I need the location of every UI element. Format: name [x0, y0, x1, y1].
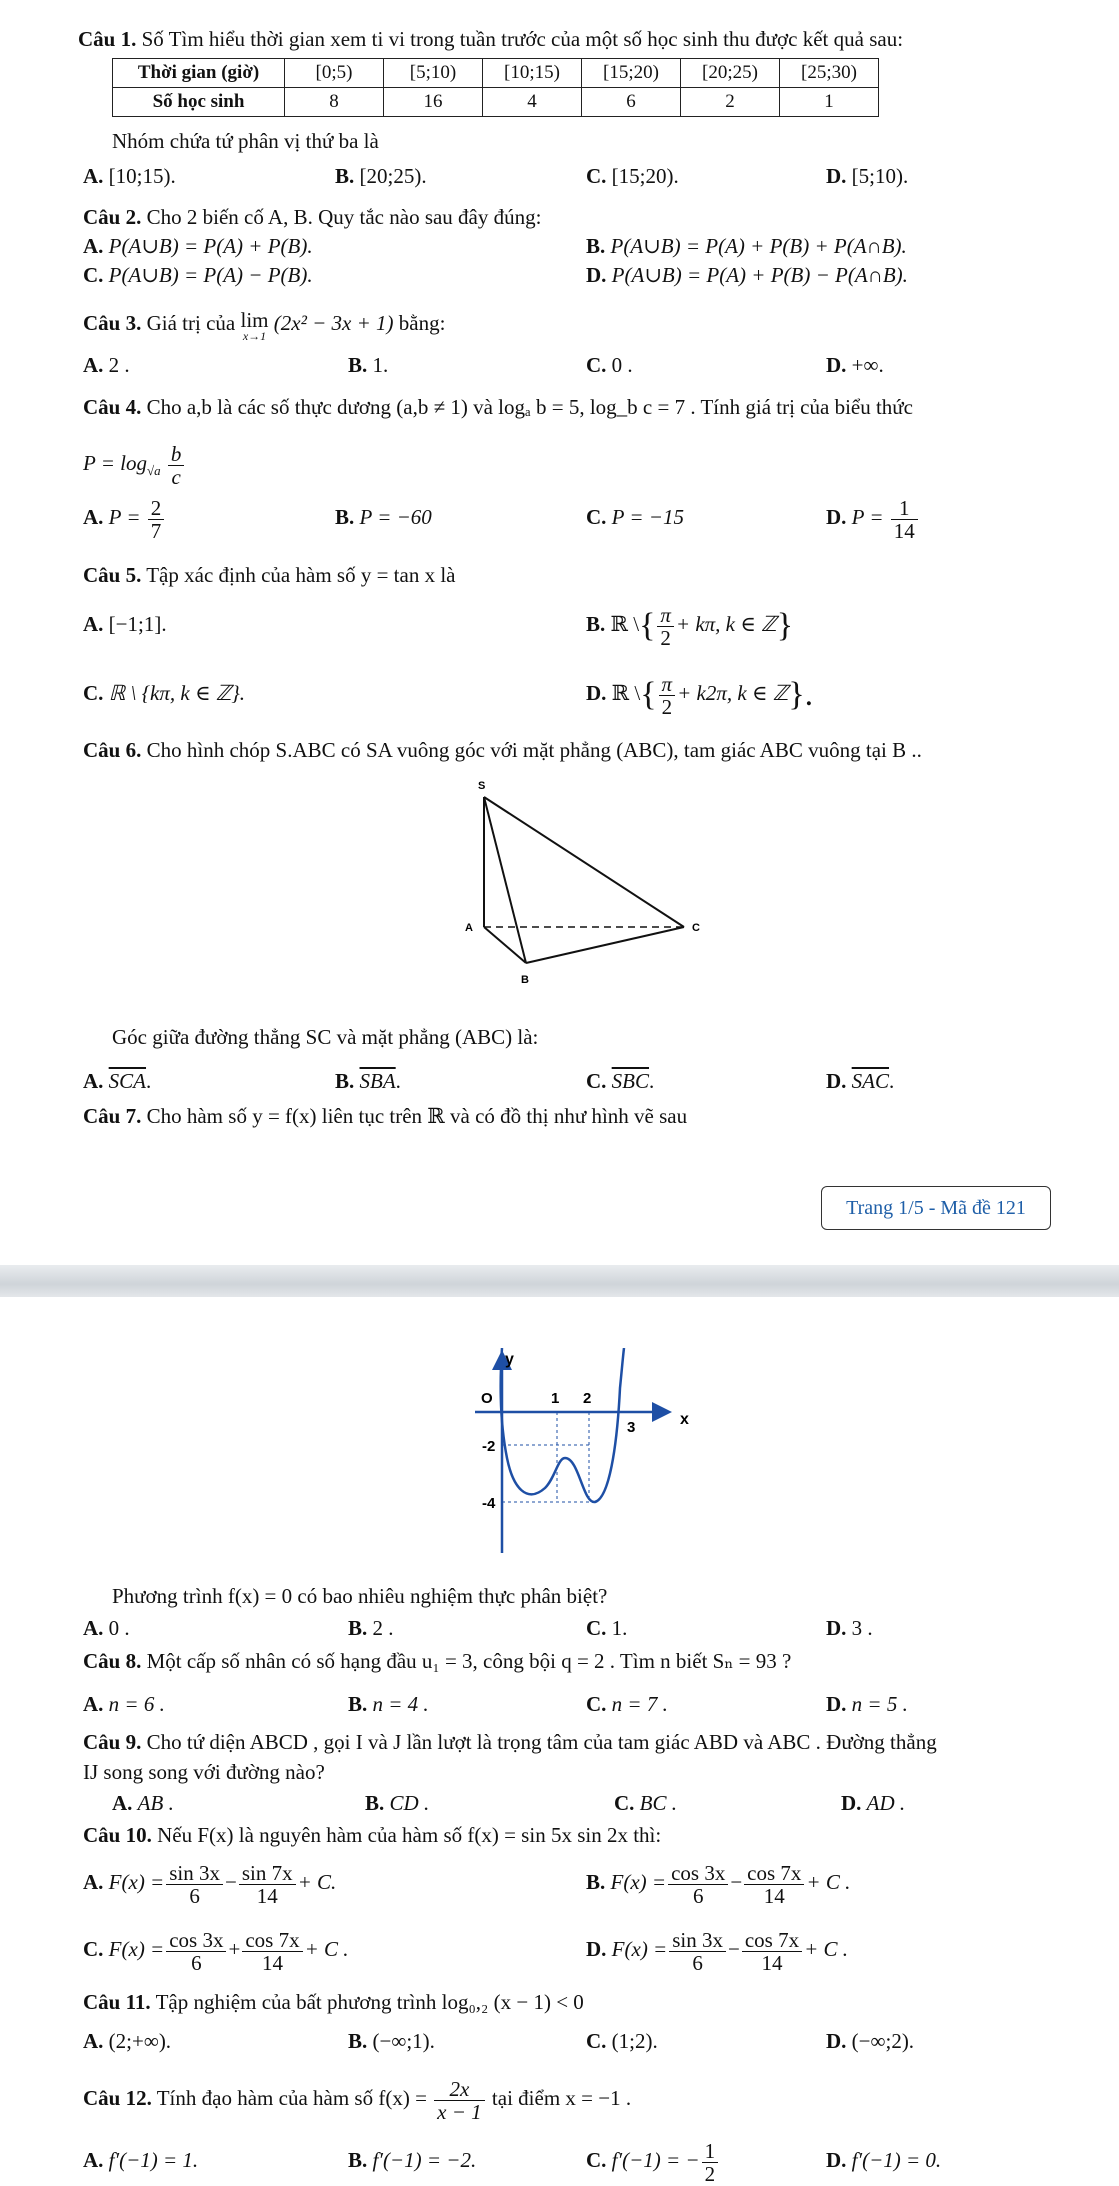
question-text: Cho hình chóp S.ABC có SA vuông góc với mặt phẳng (ABC), tam giác ABC vuông tại B .. [146, 738, 922, 762]
option-text: f′(−1) = − [611, 2148, 700, 2172]
option-text: AB . [137, 1791, 174, 1815]
option-b[interactable] [348, 1615, 394, 1641]
edge-ab [484, 927, 526, 963]
denominator: 14 [763, 1883, 785, 1908]
option-text: [−1;1]. [108, 612, 167, 636]
table-header-time: Thời gian (giờ) [113, 59, 285, 88]
denominator: 6 [692, 1883, 704, 1908]
option-letter: A. [83, 164, 104, 188]
option-b[interactable] [348, 2028, 435, 2054]
edge-sc [484, 797, 684, 927]
fraction [148, 497, 165, 542]
option-text: F(x) = [611, 1937, 668, 1961]
option-d[interactable] [826, 2147, 941, 2173]
question-label: Câu 9. [83, 1730, 142, 1754]
fraction [166, 1862, 223, 1907]
question-text: Một cấp số nhân có số hạng đầu u₁ = 3, công bội q = 2 . Tìm n biết Sₙ = 93 ? [146, 1649, 792, 1673]
question-label: Câu 3. [83, 311, 142, 335]
x-axis-label: x [680, 1411, 689, 1428]
fraction [744, 1862, 804, 1907]
option-letter: D. [586, 1937, 607, 1961]
option-letter: D. [841, 1791, 862, 1815]
option-letter: A. [83, 353, 104, 377]
pyramid-figure [440, 775, 710, 1000]
limit-expression: (2x² − 3x + 1) [273, 311, 394, 335]
option-a[interactable] [83, 1857, 336, 1907]
option-text: 0 . [611, 353, 633, 377]
option-letter: A. [83, 234, 104, 258]
option-letter: D. [826, 1616, 847, 1640]
denominator: 2 [704, 2161, 716, 2186]
option-letter: D. [586, 263, 607, 287]
option-text-tail: + kπ, k ∈ ℤ [675, 612, 777, 636]
option-text: [10;15). [108, 164, 176, 188]
option-letter: D. [586, 681, 607, 705]
option-letter: B. [586, 234, 606, 258]
option-d[interactable] [826, 352, 884, 378]
question-text: Tính đạo hàm của hàm số f(x) = [156, 2086, 427, 2110]
fraction [166, 1929, 226, 1974]
question-subtext: Nhóm chứa tứ phân vị thứ ba là [112, 129, 379, 153]
option-c[interactable] [586, 352, 633, 378]
option-letter: A. [83, 2148, 104, 2172]
exam-page-2 [0, 1297, 1119, 2185]
numerator: 2 [148, 497, 165, 520]
option-text: [5;10). [851, 164, 909, 188]
option-letter: C. [83, 263, 104, 287]
option-text: F(x) = [108, 1937, 165, 1961]
option-letter: A. [83, 1692, 104, 1716]
question-label: Câu 4. [83, 395, 142, 419]
page-footer: Trang 1/5 - Mã đề 121 [821, 1186, 1051, 1230]
numerator: 2x [434, 2078, 485, 2101]
option-text: (1;2). [611, 2029, 658, 2053]
option-text: n = 5 . [851, 1692, 908, 1716]
option-text: P(A∪B) = P(A) + P(B) − P(A∩B). [611, 263, 908, 287]
question-subtext: Góc giữa đường thẳng SC và mặt phẳng (ABC) là: [112, 1025, 539, 1049]
option-text: ℝ \ [611, 681, 641, 705]
option-c[interactable] [586, 1615, 627, 1641]
frequency-table [112, 58, 879, 117]
table-cell: 16 [384, 88, 483, 117]
option-letter: A. [83, 612, 104, 636]
option-text: n = 7 . [611, 1692, 668, 1716]
tick-label-neg2: -2 [482, 1438, 496, 1455]
expression-lhs: P = log [83, 451, 147, 475]
option-a[interactable] [83, 611, 167, 637]
option-b[interactable] [335, 504, 432, 530]
operator: − [728, 1937, 740, 1961]
option-letter: B. [365, 1791, 385, 1815]
option-c[interactable]: C. $\overline{SBC}$. [586, 1069, 655, 1093]
option-text: P = [851, 505, 884, 529]
fraction [659, 673, 676, 718]
option-text: f′(−1) = −2. [372, 2148, 477, 2172]
option-b[interactable] [348, 352, 388, 378]
question-11 [83, 1989, 584, 2015]
option-text: ℝ \ [610, 612, 640, 636]
denominator: 6 [692, 1950, 703, 1975]
denominator: 6 [191, 1950, 202, 1975]
numerator: sin 3x [166, 1862, 223, 1885]
tick-label-3: 3 [627, 1419, 636, 1436]
question-text: Số Tìm hiểu thời gian xem ti vi trong tuần trước của một số học sinh thu được kết quả sau: [141, 27, 904, 51]
option-text: P = [108, 505, 141, 529]
option-letter: A. [83, 1616, 104, 1640]
table-cell: [5;10) [384, 59, 483, 88]
limit-word: lim [240, 308, 269, 332]
question-2 [83, 204, 541, 230]
fraction [702, 2140, 719, 2185]
fraction [669, 1929, 726, 1974]
option-text: 2 . [108, 353, 130, 377]
option-d[interactable] [826, 1691, 908, 1717]
option-letter: C. [614, 1791, 635, 1815]
option-text: 0 . [108, 1616, 130, 1640]
numerator: b [168, 443, 185, 466]
option-d[interactable] [586, 262, 908, 288]
option-text: +∞. [851, 353, 884, 377]
expression-p [83, 438, 186, 496]
option-letter: C. [83, 1937, 104, 1961]
option-text: BC . [639, 1791, 678, 1815]
denominator: 2 [660, 625, 671, 650]
option-text-tail: + C . [806, 1870, 851, 1894]
option-text-tail: + C . [304, 1937, 349, 1961]
option-text: [15;20). [611, 164, 679, 188]
option-a[interactable] [83, 1691, 165, 1717]
numerator: cos 7x [744, 1862, 804, 1885]
option-c[interactable] [614, 1790, 677, 1816]
option-letter: D. [826, 1692, 847, 1716]
option-letter: B. [335, 1069, 355, 1093]
option-text: f′(−1) = 0. [851, 2148, 942, 2172]
right-brace: }. [788, 676, 814, 714]
option-text: 3 . [851, 1616, 873, 1640]
table-row [113, 88, 879, 117]
option-b[interactable]: B. $\overline{SBA}$. [335, 1069, 401, 1093]
question-label: Câu 2. [83, 205, 142, 229]
question-label: Câu 10. [83, 1823, 152, 1847]
option-a[interactable] [83, 2028, 171, 2054]
table-header-students: Số học sinh [113, 88, 285, 117]
table-row [113, 59, 879, 88]
option-letter: B. [348, 1616, 368, 1640]
option-letter: C. [586, 164, 607, 188]
numerator: 1 [702, 2140, 719, 2163]
option-text: n = 6 . [108, 1692, 165, 1716]
option-letter: D. [826, 2029, 847, 2053]
option-letter: B. [348, 1692, 368, 1716]
numerator: cos 7x [242, 1929, 302, 1952]
option-text: P(A∪B) = P(A) − P(B). [108, 263, 313, 287]
option-letter: D. [826, 2148, 847, 2172]
option-text: (−∞;1). [372, 2029, 435, 2053]
option-d[interactable] [826, 163, 908, 189]
denominator: 7 [150, 518, 162, 543]
option-letter: C. [586, 1616, 607, 1640]
option-d[interactable] [841, 1790, 905, 1816]
option-d[interactable]: D. $\overline{SAC}$. [826, 1069, 895, 1093]
option-letter: C. [586, 1692, 607, 1716]
table-cell: [25;30) [780, 59, 879, 88]
question-4 [83, 394, 913, 420]
option-text-tail: + k2π, k ∈ ℤ [677, 681, 789, 705]
option-letter: A. [83, 1069, 104, 1093]
question-9 [83, 1729, 937, 1755]
option-a[interactable] [112, 1790, 174, 1816]
denominator: 14 [761, 1950, 783, 1975]
option-c[interactable] [586, 504, 684, 530]
limit-subscript: x→1 [242, 329, 267, 343]
option-letter: B. [348, 2148, 368, 2172]
option-a[interactable]: A. $\overline{SCA}$. [83, 1069, 152, 1093]
tick-label-2: 2 [583, 1390, 592, 1407]
option-text: P(A∪B) = P(A) + P(B). [108, 234, 313, 258]
table-cell: 2 [681, 88, 780, 117]
option-a[interactable] [83, 1615, 130, 1641]
option-b[interactable] [335, 163, 427, 189]
question-8 [83, 1648, 791, 1674]
question-label: Câu 11. [83, 1990, 151, 2014]
option-letter: A. [112, 1791, 133, 1815]
option-text: f′(−1) = 1. [108, 2148, 199, 2172]
question-text-line2: IJ song song với đường nào? [83, 1760, 325, 1784]
question-7 [83, 1103, 687, 1129]
numerator: π [657, 604, 674, 627]
function-curve [501, 1348, 624, 1502]
fraction [891, 497, 918, 542]
option-c[interactable] [586, 2135, 720, 2185]
vertex-label-s: S [478, 780, 486, 792]
option-text: 2 . [372, 1616, 394, 1640]
option-text: P = −60 [359, 505, 432, 529]
option-a[interactable] [83, 2147, 198, 2173]
option-text: n = 4 . [372, 1692, 429, 1716]
option-text: 1. [372, 353, 389, 377]
option-a[interactable] [83, 352, 130, 378]
option-letter: C. [586, 505, 607, 529]
option-d[interactable] [586, 667, 813, 721]
option-text: P(A∪B) = P(A) + P(B) + P(A∩B). [610, 234, 907, 258]
table-cell: 6 [582, 88, 681, 117]
question-text-end: tại điểm x = −1 . [491, 2086, 632, 2110]
denominator: x − 1 [437, 2099, 482, 2124]
numerator: 1 [891, 497, 918, 520]
option-b[interactable] [586, 598, 793, 652]
option-c[interactable] [586, 2028, 658, 2054]
option-text: $\overline{SBC}$ [611, 1069, 650, 1093]
option-letter: D. [826, 505, 847, 529]
table-cell: 8 [285, 88, 384, 117]
option-letter: C. [586, 2029, 607, 2053]
question-text: Cho a,b là các số thực dương (a,b ≠ 1) và logₐ b = 5, log_b c = 7 . Tính giá trị của biểu thức [146, 395, 914, 419]
question-subtext: Phương trình f(x) = 0 có bao nhiêu nghiệm thực phân biệt? [112, 1584, 608, 1608]
option-letter: C. [586, 353, 607, 377]
option-text: [20;25). [359, 164, 427, 188]
option-b[interactable] [348, 1691, 429, 1717]
option-letter: C. [586, 1069, 607, 1093]
option-letter: D. [826, 164, 847, 188]
option-c[interactable] [586, 1691, 668, 1717]
option-letter: D. [826, 353, 847, 377]
edge-sb [484, 797, 526, 963]
option-letter: B. [586, 1870, 606, 1894]
question-6 [83, 737, 922, 763]
question-text: Cho tứ diện ABCD , gọi I và J lần lượt là trọng tâm của tam giác ABD và ABC . Đường thẳng [146, 1730, 937, 1754]
question-label: Câu 8. [83, 1649, 142, 1673]
option-a[interactable] [83, 492, 166, 542]
option-text-tail: + C . [804, 1937, 849, 1961]
option-text: $\overline{SCA}$ [108, 1069, 147, 1093]
numerator: cos 3x [668, 1862, 728, 1885]
fraction [657, 604, 674, 649]
left-brace: { [639, 607, 656, 645]
option-c[interactable] [83, 680, 245, 706]
log-base: √a [146, 463, 161, 479]
option-a[interactable] [83, 233, 313, 259]
denominator: 14 [893, 518, 915, 543]
denominator: 2 [661, 694, 673, 719]
question-label: Câu 5. [83, 563, 142, 587]
option-d[interactable] [586, 1924, 848, 1974]
option-letter: B. [348, 2029, 368, 2053]
question-label: Câu 12. [83, 2086, 152, 2110]
question-text: Tập xác định của hàm số y = tan x là [146, 563, 456, 587]
option-text: ℝ \ {kπ, k ∈ ℤ}. [108, 681, 246, 705]
option-d[interactable] [826, 492, 920, 542]
option-letter: A. [83, 1870, 104, 1894]
fraction [239, 1862, 296, 1907]
denominator: 14 [256, 1883, 278, 1908]
option-text: F(x) = [610, 1870, 667, 1894]
option-letter: B. [348, 353, 368, 377]
fraction [742, 1929, 802, 1974]
vertex-label-a: A [465, 922, 473, 934]
table-cell: [15;20) [582, 59, 681, 88]
option-c[interactable] [586, 163, 679, 189]
denominator: c [171, 464, 181, 489]
option-d[interactable] [826, 2028, 914, 2054]
operator: + [228, 1937, 241, 1961]
tick-label-1: 1 [551, 1390, 560, 1407]
question-label: Câu 7. [83, 1104, 142, 1128]
option-b[interactable] [586, 1857, 850, 1907]
option-text: 1. [611, 1616, 628, 1640]
question-text: Cho hàm số y = f(x) liên tục trên ℝ và có đồ thị như hình vẽ sau [146, 1104, 688, 1128]
question-text: Cho 2 biến cố A, B. Quy tắc nào sau đây đúng: [146, 205, 542, 229]
origin-label: O [481, 1390, 493, 1407]
question-label: Câu 1. [78, 27, 137, 51]
option-text: (2;+∞). [108, 2029, 172, 2053]
page-separator [0, 1265, 1119, 1297]
numerator: cos 7x [742, 1929, 802, 1952]
left-brace: { [640, 676, 657, 714]
option-letter: A. [83, 505, 104, 529]
numerator: sin 7x [239, 1862, 296, 1885]
question-10 [83, 1822, 661, 1848]
option-letter: B. [335, 164, 355, 188]
question-text: Tập nghiệm của bất phương trình log₀,₂ (x − 1) < 0 [155, 1990, 584, 2014]
option-a[interactable] [83, 163, 176, 189]
function-graph [455, 1348, 720, 1573]
option-text: P = −15 [611, 505, 684, 529]
option-letter: B. [586, 612, 606, 636]
fraction [168, 443, 185, 488]
vertex-label-b: B [521, 974, 529, 986]
operator: − [225, 1870, 237, 1894]
operator: − [730, 1870, 743, 1894]
option-text: $\overline{SBA}$ [359, 1069, 396, 1093]
fraction [242, 1929, 302, 1974]
option-text: (−∞;2). [851, 2029, 915, 2053]
question-label: Câu 6. [83, 738, 142, 762]
option-b[interactable] [348, 2147, 476, 2173]
question-3 [83, 310, 445, 342]
table-cell: [10;15) [483, 59, 582, 88]
vertex-label-c: C [692, 922, 700, 934]
option-b[interactable] [365, 1790, 429, 1816]
table-cell: 1 [780, 88, 879, 117]
question-1 [78, 26, 903, 52]
option-text-tail: + C. [297, 1870, 337, 1894]
fraction [434, 2078, 485, 2123]
option-letter: D. [826, 1069, 847, 1093]
tick-label-neg4: -4 [482, 1495, 496, 1512]
limit-operator [240, 310, 268, 342]
question-12 [83, 2073, 631, 2123]
right-brace: } [776, 607, 794, 645]
question-text-end: bằng: [398, 311, 446, 335]
table-cell: 4 [483, 88, 582, 117]
denominator: 14 [261, 1950, 283, 1975]
question-5 [83, 562, 455, 588]
option-letter: C. [586, 2148, 607, 2172]
fraction [668, 1862, 728, 1907]
option-b[interactable] [586, 233, 907, 259]
option-text: $\overline{SAC}$ [851, 1069, 890, 1093]
option-text: CD . [389, 1791, 430, 1815]
option-letter: B. [335, 505, 355, 529]
question-text: Giá trị của [146, 311, 236, 335]
numerator: π [659, 673, 676, 696]
y-axis-label: y [505, 1351, 514, 1368]
denominator: 6 [189, 1883, 200, 1908]
table-cell: [0;5) [285, 59, 384, 88]
numerator: cos 3x [166, 1929, 226, 1952]
option-c[interactable] [83, 262, 313, 288]
numerator: sin 3x [669, 1929, 726, 1952]
option-text: AD . [866, 1791, 906, 1815]
option-letter: A. [83, 2029, 104, 2053]
table-cell: [20;25) [681, 59, 780, 88]
edge-bc [526, 927, 684, 963]
question-text: Nếu F(x) là nguyên hàm của hàm số f(x) = sin 5x sin 2x thì: [157, 1823, 662, 1847]
option-text: F(x) = [108, 1870, 165, 1894]
option-c[interactable] [83, 1924, 349, 1974]
option-d[interactable] [826, 1615, 873, 1641]
option-letter: C. [83, 681, 104, 705]
